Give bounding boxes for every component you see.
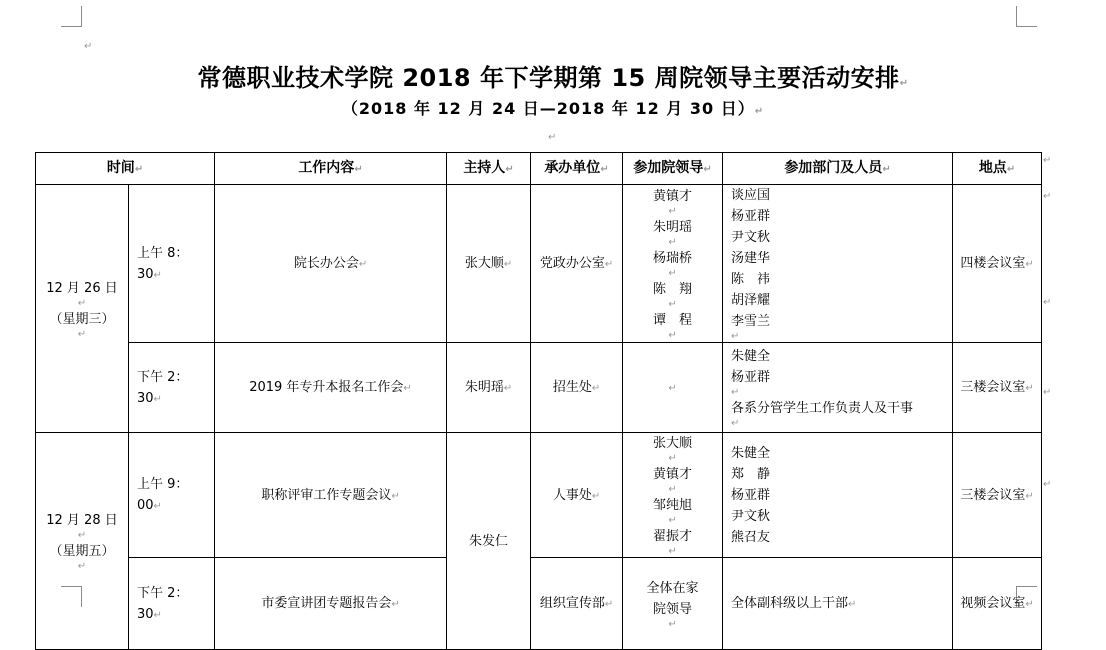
session-attendees: 全体副科级以上干部↵ — [723, 558, 953, 650]
table-row — [36, 185, 1042, 343]
session-time: 上午 9：00↵ — [129, 433, 215, 558]
header-location: 地点↵ — [953, 153, 1042, 185]
session-content: 院长办公会↵ — [215, 185, 447, 343]
session-content: 市委宣讲团专题报告会↵ — [215, 558, 447, 650]
schedule-table — [35, 152, 1042, 650]
header-attendees: 参加部门及人员↵ — [723, 153, 953, 185]
session-location: 四楼会议室↵ — [953, 185, 1042, 343]
session-attendees: 谈应国 杨亚群 尹文秋 汤建华 陈 祎 胡泽耀 李雪兰 ↵ — [723, 185, 953, 343]
session-attendees: 朱健全 郑 静 杨亚群 尹文秋 熊召友 — [723, 433, 953, 558]
document-title: 常德职业技术学院 2018 年下学期第 15 周院领导主要活动安排↵ — [197, 64, 909, 92]
table-row — [36, 558, 1042, 650]
session-location: 视频会议室↵ — [953, 558, 1042, 650]
day-date-cell: 12 月 28 日 ↵ （星期五） ↵ — [36, 433, 129, 650]
day-date-cell: 12 月 26 日 ↵ （星期三） ↵ — [36, 185, 129, 433]
table-row — [36, 343, 1042, 433]
session-content: 职称评审工作专题会议↵ — [215, 433, 447, 558]
session-leaders: 全体在家 院领导 ↵ — [623, 558, 723, 650]
header-organizer: 承办单位↵ — [531, 153, 623, 185]
row-end-mark: ↵ — [1043, 191, 1052, 202]
row-end-mark: ↵ — [1043, 297, 1052, 308]
session-content: 2019 年专升本报名工作会↵ — [215, 343, 447, 433]
session-attendees: 朱健全 杨亚群 ↵ 各系分管学生工作负责人及干事 ↵ — [723, 343, 953, 433]
row-end-mark: ↵ — [1043, 155, 1052, 166]
session-leaders: ↵ — [623, 343, 723, 433]
header-time: 时间↵ — [36, 153, 215, 185]
page-corner-top-left — [61, 6, 82, 27]
table-header-row — [36, 153, 1042, 185]
table-row — [36, 433, 1042, 558]
session-leaders: 黄镇才 ↵ 朱明瑶 ↵ 杨瑞桥 ↵ 陈 翔 ↵ 谭 程 ↵ — [623, 185, 723, 343]
header-leaders: 参加院领导↵ — [623, 153, 723, 185]
session-organizer: 党政办公室↵ — [531, 185, 623, 343]
document-subtitle: （2018 年 12 月 24 日—2018 年 12 月 30 日）↵ — [341, 99, 765, 118]
header-content: 工作内容↵ — [215, 153, 447, 185]
row-end-mark: ↵ — [1043, 387, 1052, 398]
session-organizer: 招生处↵ — [531, 343, 623, 433]
session-organizer: 人事处↵ — [531, 433, 623, 558]
session-leaders: 张大顺 ↵ 黄镇才 ↵ 邹纯旭 ↵ 翟振才 ↵ — [623, 433, 723, 558]
session-time: 下午 2：30↵ — [129, 558, 215, 650]
session-location: 三楼会议室↵ — [953, 433, 1042, 558]
header-host: 主持人↵ — [447, 153, 531, 185]
row-end-mark: ↵ — [1043, 479, 1052, 490]
session-host: 朱明瑶↵ — [447, 343, 531, 433]
session-time: 上午 8：30↵ — [129, 185, 215, 343]
session-time: 下午 2：30↵ — [129, 343, 215, 433]
paragraph-mark: ↵ — [548, 132, 557, 143]
session-host: 张大顺↵ — [447, 185, 531, 343]
session-host-merged: 朱发仁 — [447, 433, 531, 650]
session-location: 三楼会议室↵ — [953, 343, 1042, 433]
page-corner-top-right — [1016, 6, 1037, 27]
paragraph-mark: ↵ — [84, 41, 93, 52]
session-organizer: 组织宣传部↵ — [531, 558, 623, 650]
